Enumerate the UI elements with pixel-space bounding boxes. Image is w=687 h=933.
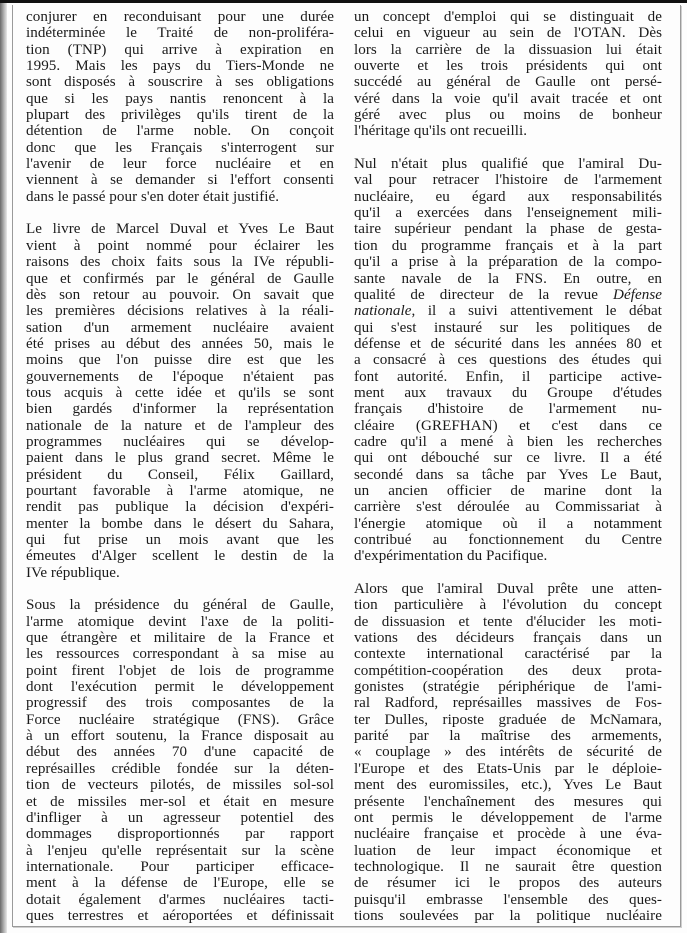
text-line: 1995. Mais les pays du Tiers-Monde ne (26, 58, 334, 75)
text-line: pourtant favorable à l'arme atomique, ne (26, 482, 334, 499)
text-line: ment à la défense de l'Europe, elle se (26, 875, 334, 892)
text-line: tion de vecteurs pilotés, de missiles sol-sol (26, 777, 334, 794)
text-line: de résumer ici le propos des auteurs (354, 875, 662, 892)
text-line: tions soulevées par la politique nucléaire (354, 907, 662, 924)
page-edge-shadow (0, 3, 7, 933)
text-line: paient dans le plus grand secret. Même le (26, 450, 334, 467)
right-column (354, 9, 662, 924)
text-line: dotait également d'armes nucléaires tacti- (26, 891, 334, 908)
text-line: l'Europe et des Etats-Unis par le déploie- (354, 760, 662, 777)
text-line: progressif des trois composantes de la (26, 695, 334, 712)
text-line: val pour retracer l'histoire de l'armement (354, 172, 662, 189)
text-line: que si les pays nantis renoncent à la (26, 90, 334, 107)
text-line: parité par la maîtrise des armements, (354, 728, 662, 745)
text-line: dont l'exécution permit le développement (26, 679, 334, 696)
text-line: Force nucléaire stratégique (FNS). Grâce (26, 711, 334, 728)
text-line: vations des décideurs français dans un (354, 630, 662, 647)
text-line: qu'il a prise à la préparation de la compo- (354, 254, 662, 271)
text-line: début des années 70 d'une capacité de (26, 744, 334, 761)
text-line: dommages disproportionnés par rapport (26, 826, 334, 843)
text-line: tion du programme français et à la part (354, 237, 662, 254)
text-line: qu'il a exercées dans l'enseignement mili- (354, 205, 662, 222)
text-line: à un effort soutenu, la France disposait au (26, 728, 334, 745)
text-line: viennent à se demander si l'effort consenti (26, 172, 334, 189)
two-column-text (26, 9, 662, 924)
text-fragment: , il a suivi attentivement le débat (411, 303, 662, 320)
text-line: ter Dulles, riposte graduée de McNamara, (354, 711, 662, 728)
paragraph-tnp (26, 9, 334, 205)
text-line: taire supérieur pendant la phase de gesta- (354, 221, 662, 238)
text-line: sont disposés à souscrire à ses obligations (26, 74, 334, 91)
text-line: français d'histoire de l'armement nu- (354, 401, 662, 418)
text-line: moins que l'on puisse dire est que les (26, 352, 334, 369)
text-line: émeutes d'Alger scellent le destin de la (26, 548, 334, 565)
text-line: président du Conseil, Félix Gaillard, (26, 466, 334, 483)
text-line: représailles crédible fondée sur la déten- (26, 760, 334, 777)
text-line: les ressources correspondant à sa mise au (26, 646, 334, 663)
text-line: succédé au général de Gaulle ont persé- (354, 74, 662, 91)
text-line: géré avec plus ou moins de bonheur (354, 107, 662, 124)
text-line: nationale de la nature et de l'ampleur des (26, 417, 334, 434)
left-column (26, 9, 334, 924)
text-line: et de missiles mer-sol et était en mesure (26, 793, 334, 810)
text-line: ment aux travaux du Groupe d'études (354, 384, 662, 401)
text-line: d'infliger à un agresseur potentiel des (26, 809, 334, 826)
text-line: font autorité. Enfin, il participe active- (354, 368, 662, 385)
text-line: tion (TNP) qui arrive à expiration en (26, 41, 334, 58)
text-line: présente l'enchaînement des mesures qui (354, 793, 662, 810)
text-line: Le livre de Marcel Duval et Yves Le Baut (26, 221, 334, 238)
text-line: rendit pas publique la décision d'expéri- (26, 499, 334, 516)
text-line: luation de leur impact économique et (354, 842, 662, 859)
text-line: que et confirmés par le général de Gaulle (26, 270, 334, 287)
text-line: un ancien officier de marine dont la (354, 482, 662, 499)
text-line: dès son retour au pouvoir. On savait que (26, 286, 334, 303)
text-line: l'arme atomique devint l'axe de la politi- (26, 613, 334, 630)
text-line (354, 303, 662, 319)
text-line: Sous la présidence du général de Gaulle, (26, 597, 334, 614)
text-line: bien gardés d'informer la représentation (26, 401, 334, 418)
text-line: indéterminée le Traité de non-proliféra- (26, 25, 334, 42)
text-line: l'énergie atomique où il a notamment (354, 515, 662, 532)
text-line: tous acquis à cette idée et qu'ils se sont (26, 384, 334, 401)
paragraph-amiral-duval (354, 156, 662, 565)
text-line: ouverte et les trois présidents qui ont (354, 58, 662, 75)
text-line: compétition-coopération des deux prota- (354, 662, 662, 679)
text-line: Nul n'était plus qualifié que l'amiral Du- (354, 156, 662, 173)
text-line: ment des euromissiles, etc.), Yves Le Baut (354, 777, 662, 794)
text-line: menter la bombe dans le désert du Sahara, (26, 515, 334, 532)
text-line: cléaire (GREFHAN) et c'est dans ce (354, 417, 662, 434)
text-line: qui fut prise un mois avant que les (26, 532, 334, 548)
text-line: a consacré à ces questions des études qui (354, 352, 662, 369)
text-line: raisons des choix faits sous la IVe républi- (26, 254, 334, 271)
journal-title-italic: Défense (613, 286, 662, 303)
paragraph-book-intro (26, 221, 334, 581)
text-line: ont permis le développement de l'arme (354, 809, 662, 826)
text-line: ral Radford, représailles massives de Fos- (354, 695, 662, 712)
text-line: programmes nucléaires qui se dévelop- (26, 433, 334, 450)
text-line: puisqu'il embrasse l'ensemble des ques- (354, 891, 662, 908)
text-line: gouvernements de l'époque n'étaient pas (26, 368, 334, 385)
text-line: internationale. Pour participer efficace- (26, 858, 334, 875)
text-line: véré dans la voie qu'il avait tracée et ont (354, 90, 662, 107)
text-line: de dissuasion et tente d'élucider les moti- (354, 613, 662, 630)
text-line: que étrangère et militaire de la France et (26, 630, 334, 647)
text-line: ques terrestres et aéroportées et définissait (26, 907, 334, 924)
text-line: qui s'est instauré sur les politiques de (354, 319, 662, 336)
text-line: IVe république. (26, 564, 120, 581)
paragraph-otan (354, 9, 662, 140)
paragraph-de-gaulle (26, 597, 334, 924)
text-line: dans le passé pour s'en doter était justifié. (26, 188, 280, 205)
text-line: point firent l'objet de lois de programme (26, 662, 334, 679)
text-line (354, 287, 662, 303)
text-line: sation d'un armement nucléaire avaient (26, 319, 334, 336)
text-line: tion particulière à l'évolution du concept (354, 597, 662, 614)
text-line: un concept d'emploi qui se distinguait de (354, 9, 662, 25)
text-line: défense et de sécurité dans les années 80 et (354, 335, 662, 352)
text-line: l'avenir de leur force nucléaire et en (26, 156, 334, 173)
text-fragment: qualité de directeur de la revue (354, 286, 614, 303)
text-line: plupart des privilèges qu'ils tirent de la (26, 107, 334, 124)
text-line: détention de l'arme noble. On conçoit (26, 123, 334, 140)
paragraph-alors-que (354, 581, 662, 924)
text-line: secondé dans sa tâche par Yves Le Baut, (354, 466, 662, 483)
text-line: d'expérimentation du Pacifique. (354, 548, 548, 565)
text-line: Alors que l'amiral Duval prête une atten- (354, 581, 662, 598)
text-line: vient à point nommé pour éclairer les (26, 237, 334, 254)
text-line: contexte international caractérisé par la (354, 646, 662, 663)
text-line: qui ont débouché sur ce livre. Il a été (354, 450, 662, 467)
text-line: cadre qu'il a mené à bien les recherches (354, 433, 662, 450)
text-line: les premières décisions relatives à la réali- (26, 303, 334, 320)
text-line: technologique. Il ne saurait être question (354, 858, 662, 875)
text-line: celui en vigueur au sein de l'OTAN. Dès (354, 25, 662, 42)
journal-title-italic: nationale (354, 303, 412, 320)
text-line: carrière s'est déroulée au Commissariat à (354, 499, 662, 516)
text-line: contribué au fonctionnement du Centre (354, 532, 662, 548)
text-line: gonistes (stratégie périphérique de l'ami- (354, 679, 662, 696)
text-line: conjurer en reconduisant pour une durée (26, 9, 334, 25)
text-line: « couplage » des intérêts de sécurité de (354, 744, 662, 761)
text-line: à l'enjeu qu'elle représentait sur la scène (26, 842, 334, 859)
text-line: nucléaire, eu égard aux responsabilités (354, 188, 662, 205)
text-line: l'héritage qu'ils ont recueilli. (354, 123, 528, 140)
text-line: nucléaire française et procède à une éva- (354, 826, 662, 843)
text-line: sante navale de la FNS. En outre, en (354, 270, 662, 287)
text-line: donc que les Français s'interrogent sur (26, 139, 334, 156)
text-line: été prises au début des années 50, mais le (26, 335, 334, 352)
text-line: lors la carrière de la dissuasion lui était (354, 41, 662, 58)
